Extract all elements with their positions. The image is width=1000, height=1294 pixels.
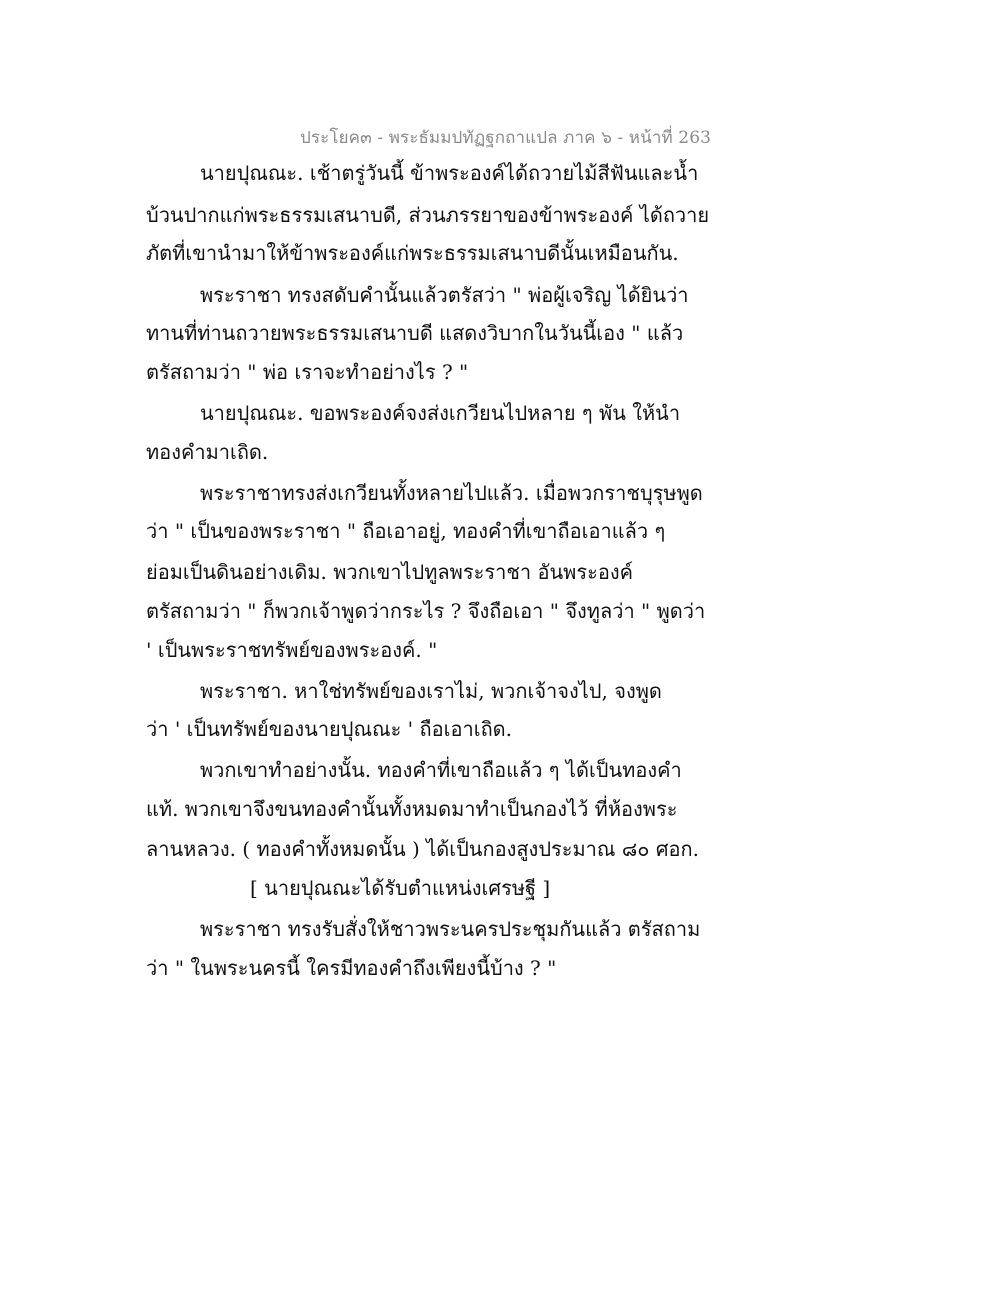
text-line: ว่า " ในพระนครนี้ ใครมีทองคำถึงเพียงนี้บ้าง ? " [146,956,557,980]
text-line: ลานหลวง. ( ทองคำทั้งหมดนั้น ) ได้เป็นกองสูงประมาณ ๘๐ ศอก. [146,837,699,861]
text-line: ย่อมเป็นดินอย่างเดิม. พวกเขาไปทูลพระราชา อันพระองค์ [146,560,633,584]
text-line: นายปุณณะ. ขอพระองค์จงส่งเกวียนไปหลาย ๆ พัน ให้นำ [200,401,681,425]
text-line: ภัตที่เขานำมาให้ข้าพระองค์แก่พระธรรมเสนาบดีนั้นเหมือนกัน. [146,241,679,265]
text-line: บ้วนปากแก่พระธรรมเสนาบดี, ส่วนภรรยาของข้าพระองค์ ได้ถวาย [146,203,710,227]
text-line: พระราชา ทรงรับสั่งให้ชาวพระนครประชุมกันแล้ว ตรัสถาม [200,917,701,941]
text-line: พวกเขาทำอย่างนั้น. ทองคำที่เขาถือแล้ว ๆ ได้เป็นทองคำ [200,758,682,782]
text-line: พระราชา ทรงสดับคำนั้นแล้วตรัสว่า " พ่อผู้เจริญ ได้ยินว่า [200,283,689,307]
text-line: ว่า ' เป็นทรัพย์ของนายปุณณะ ' ถือเอาเถิด. [146,717,513,741]
text-line: ว่า " เป็นของพระราชา " ถือเอาอยู่, ทองคำที่เขาถือเอาแล้ว ๆ [146,519,666,543]
text-line: พระราชา. หาใช่ทรัพย์ของเราไม่, พวกเจ้าจงไป, จงพูด [200,679,662,703]
text-line: ตรัสถามว่า " พ่อ เราจะทำอย่างไร ? " [146,360,469,384]
text-line: ' เป็นพระราชทรัพย์ของพระองค์. " [146,638,438,662]
text-line: นายปุณณะ. เช้าตรู่วันนี้ ข้าพระองค์ได้ถวายไม้สีฟันและน้ำ [200,161,699,185]
section-heading: [ นายปุณณะได้รับตำแหน่งเศรษฐี ] [250,876,551,900]
text-line: ทานที่ท่านถวายพระธรรมเสนาบดี แสดงวิบากในวันนี้เอง " แล้ว [146,321,684,345]
text-line: ทองคำมาเถิด. [146,440,269,464]
text-line: พระราชาทรงส่งเกวียนทั้งหลายไปแล้ว. เมื่อพวกราชบุรุษพูด [200,481,703,505]
text-line: ตรัสถามว่า " ก็พวกเจ้าพูดว่ากระไร ? จึงถือเอา " จึงทูลว่า " พูดว่า [146,599,706,623]
running-header: ประโยค๓ - พระธัมมปทัฏฐกถาแปล ภาค ๖ - หน้าที่ 263 [300,128,712,148]
text-line: แท้. พวกเขาจึงขนทองคำนั้นทั้งหมดมาทำเป็นกองไว้ ที่ห้องพระ [146,797,678,821]
